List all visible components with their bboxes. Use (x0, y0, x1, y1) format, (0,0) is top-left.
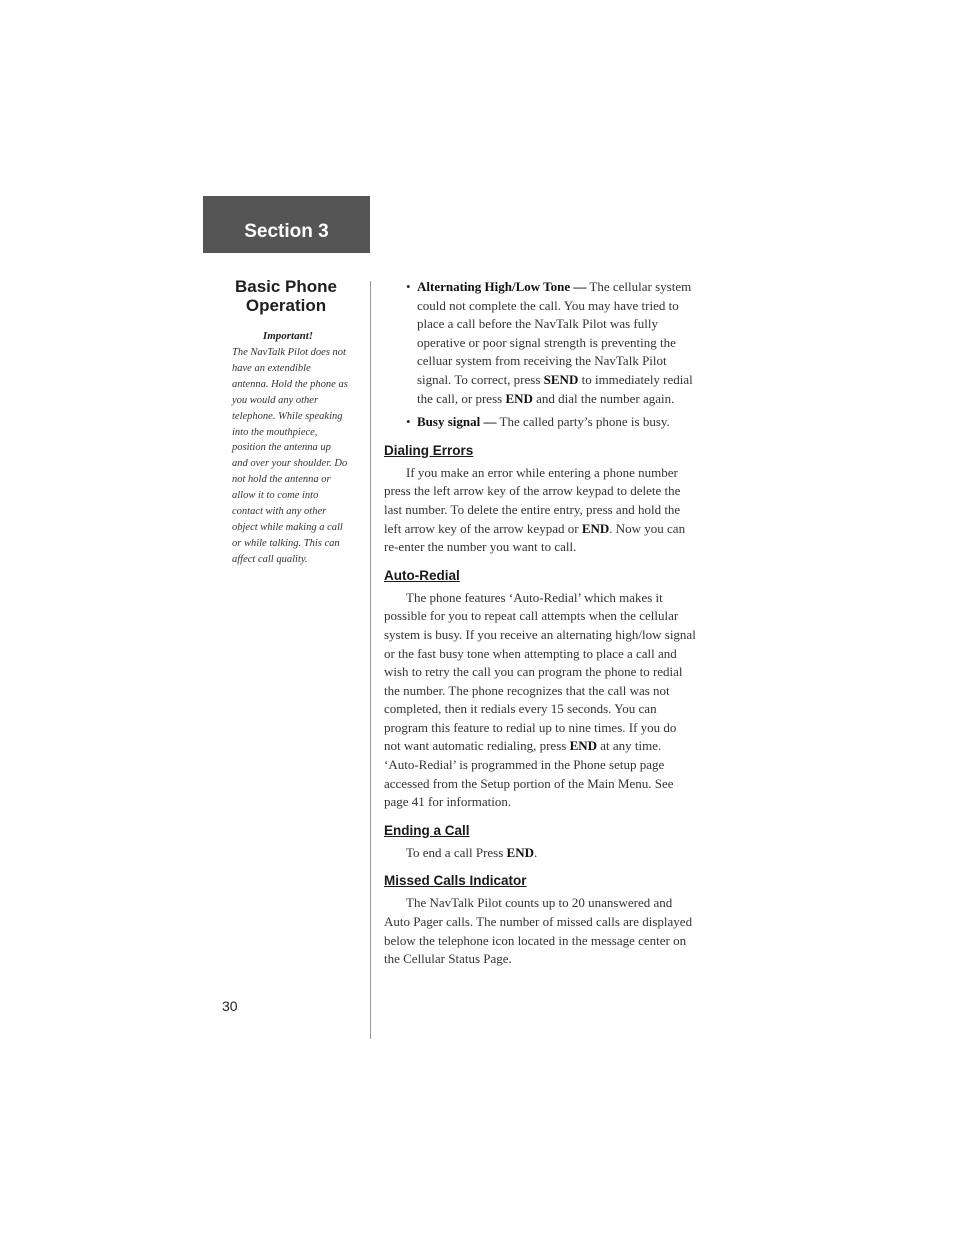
bullet-text: The called party’s phone is busy. (496, 414, 670, 430)
key-end: END (569, 738, 598, 754)
sidebar-note-body: The NavTalk Pilot does not have an extendible antenna. Hold the phone as you would any other telephone. While speaking into the mouthpiece, position the antenna up and over your shoulder. Do not hold the antenna or allow it to come into contact with any other object while making a call or while talking. This can affect call quality. (232, 347, 348, 565)
heading-ending-call: Ending a Call (384, 822, 470, 838)
para-ending-call (384, 844, 696, 863)
key-end: END (505, 390, 533, 406)
key-end: END (506, 844, 534, 860)
para-text: To end a call Press (406, 844, 507, 860)
para-text: at any time. ‘Auto-Redial’ is programmed in the Phone setup page accessed from the Setup portion of the Main Menu. See page 41 for information. (384, 738, 674, 810)
page-number: 30 (222, 998, 238, 1014)
key-send: SEND (543, 371, 579, 387)
bullet-label: Alternating High/Low Tone — (417, 279, 587, 294)
section-tab (203, 196, 370, 253)
bullet-text: to immediately redial the call, or press (417, 371, 693, 406)
bullet-label: Busy signal — (417, 414, 497, 430)
bullet-busy-signal (384, 413, 696, 432)
section-tab-label: Section 3 (244, 220, 329, 242)
heading-auto-redial: Auto-Redial (384, 567, 460, 583)
bullet-text: and dial the number again. (532, 390, 675, 406)
bullet-text: The cellular system could not complete the call. You may have tried to place a call before the NavTalk Pilot was fully operative or poor signal strength is preventing the celluar system from receiving the NavTalk Pilot signal. To correct, press (417, 279, 692, 387)
column-divider (370, 281, 371, 1039)
key-end: END (581, 520, 610, 536)
main-content (384, 278, 696, 969)
bullet-dot: • (406, 414, 411, 430)
bullet-dot: • (406, 279, 411, 294)
para-text: If you make an error while entering a phone number press the left arrow key of the arrow keypad to delete the last number. To delete the entire entry, press and hold the left arrow key of the arrow keypad or (384, 464, 681, 536)
para-text: . Now you can re-enter the number you want to call. (384, 520, 686, 555)
para-text: . (534, 844, 538, 860)
heading-missed-calls: Missed Calls Indicator (384, 873, 527, 889)
para-text: The NavTalk Pilot counts up to 20 unanswered and Auto Pager calls. The number of missed calls are displayed below the telephone icon located in the message center on the Cellular Status Page. (384, 895, 693, 967)
chapter-title: Basic Phone Operation (234, 277, 338, 315)
bullet-alternating-tone (384, 278, 696, 408)
para-dialing-errors (384, 464, 696, 557)
sidebar-note-heading: Important! (262, 330, 314, 342)
para-missed-calls (384, 894, 696, 968)
para-text: The phone features ‘Auto-Redial’ which makes it possible for you to repeat call attempts when the cellular system is busy. If you receive an alternating high/low signal or the fast busy tone when attempting to place a call and wish to retry the call you can program the phone to redial the number. The phone recognizes that the call was not completed, then it redials every 15 seconds. You can program this feature to redial up to nine times. If you do not want automatic redialing, press (384, 589, 696, 754)
heading-dialing-errors: Dialing Errors (384, 442, 474, 458)
para-auto-redial (384, 589, 696, 812)
